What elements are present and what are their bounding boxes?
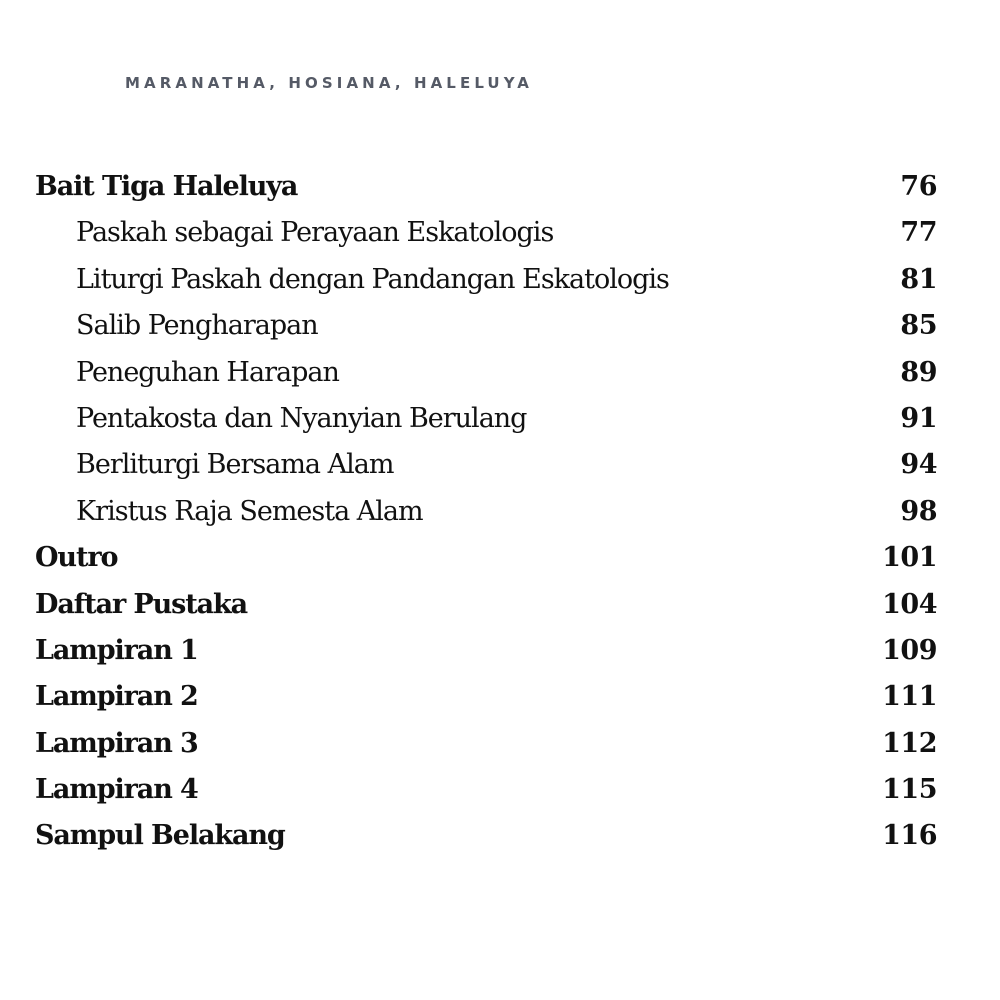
toc-entry-title: Lampiran 3 [35, 727, 198, 759]
running-header: MARANATHA, HOSIANA, HALELUYA [125, 74, 533, 92]
toc-entry-title: Peneguhan Harapan [76, 356, 339, 388]
toc-entry-title: Liturgi Paskah dengan Pandangan Eskatologis [76, 263, 669, 295]
toc-entry-page: 77 [900, 217, 937, 249]
toc-entry-lampiran-4[interactable] [35, 767, 937, 813]
toc-entry-peneguhan-harapan[interactable] [35, 350, 937, 396]
toc-entry-page: 91 [900, 402, 937, 434]
toc-entry-bait-tiga-haleluya[interactable] [35, 164, 937, 210]
table-of-contents [35, 164, 937, 860]
toc-entry-page: 101 [882, 542, 937, 574]
toc-entry-title: Daftar Pustaka [35, 588, 248, 620]
toc-entry-berliturgi-bersama-alam[interactable] [35, 442, 937, 488]
toc-entry-liturgi-paskah[interactable] [35, 257, 937, 303]
toc-entry-page: 104 [882, 588, 937, 620]
toc-entry-paskah-sebagai-perayaan-eskatologis[interactable] [35, 210, 937, 256]
toc-entry-lampiran-1[interactable] [35, 628, 937, 674]
toc-entry-title: Berliturgi Bersama Alam [76, 449, 394, 481]
toc-entry-page: 112 [882, 727, 937, 759]
toc-entry-lampiran-3[interactable] [35, 721, 937, 767]
toc-entry-title: Pentakosta dan Nyanyian Berulang [76, 402, 527, 434]
toc-entry-page: 81 [900, 263, 937, 295]
toc-entry-title: Bait Tiga Haleluya [35, 171, 298, 202]
toc-entry-page: 111 [882, 681, 937, 713]
toc-entry-title: Paskah sebagai Perayaan Eskatologis [76, 217, 554, 249]
toc-entry-salib-pengharapan[interactable] [35, 303, 937, 349]
toc-entry-page: 109 [882, 634, 937, 666]
toc-entry-title: Lampiran 2 [35, 681, 198, 713]
toc-entry-page: 94 [900, 449, 937, 481]
toc-entry-daftar-pustaka[interactable] [35, 582, 937, 628]
toc-entry-outro[interactable] [35, 535, 937, 581]
toc-entry-title: Salib Pengharapan [76, 310, 318, 342]
toc-entry-page: 85 [900, 310, 937, 342]
toc-entry-pentakosta[interactable] [35, 396, 937, 442]
toc-entry-title: Lampiran 1 [35, 634, 198, 666]
toc-entry-sampul-belakang[interactable] [35, 813, 937, 859]
toc-entry-title: Kristus Raja Semesta Alam [76, 495, 423, 527]
toc-entry-kristus-raja-semesta-alam[interactable] [35, 489, 937, 535]
toc-entry-page: 89 [900, 356, 937, 388]
toc-entry-page: 98 [900, 495, 937, 527]
toc-entry-title: Sampul Belakang [35, 820, 285, 852]
toc-entry-title: Outro [35, 542, 118, 574]
toc-entry-title: Lampiran 4 [35, 774, 198, 806]
toc-entry-page: 116 [882, 820, 937, 852]
toc-entry-lampiran-2[interactable] [35, 674, 937, 720]
toc-entry-page: 76 [900, 171, 937, 202]
toc-entry-page: 115 [882, 774, 937, 806]
